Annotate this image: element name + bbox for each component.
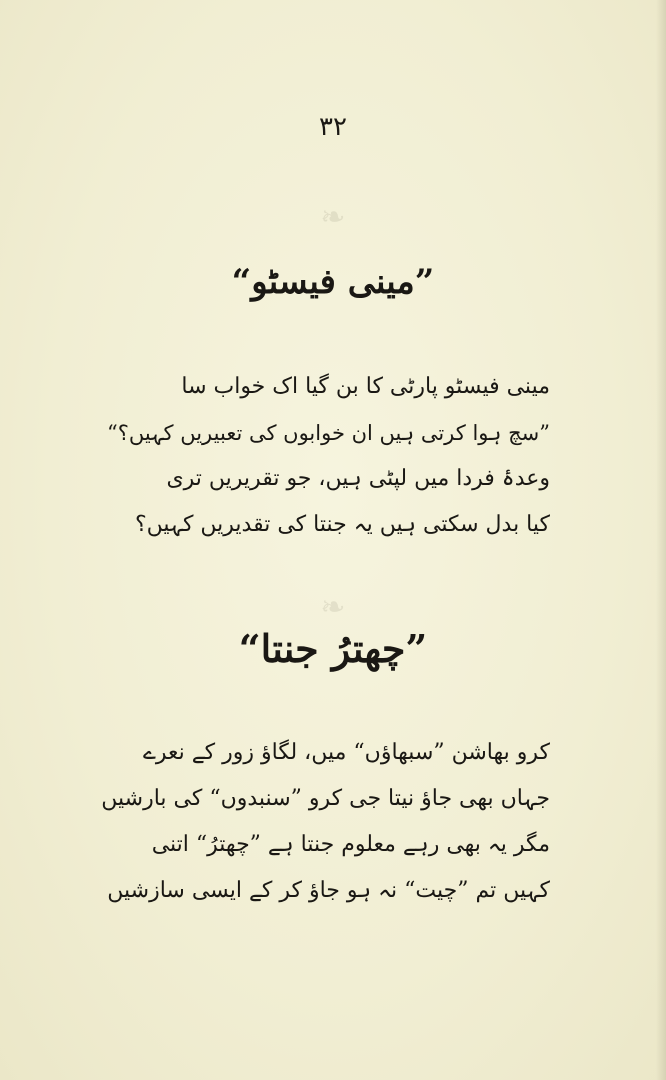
verse-line: ”سچ ہوا کرتی ہیں ان خوابوں کی تعبیریں کہیں؟“ — [107, 421, 550, 445]
show-through-mark: ❧ — [320, 200, 346, 235]
poem-stanza — [107, 364, 550, 548]
verse-line: کیا بدل سکتی ہیں یہ جنتا کی تقدیریں کہیں؟ — [134, 512, 550, 537]
verse-line: کہیں تم ”چیت“ نہ ہو جاؤ کر کے ایسی سازشیں — [107, 878, 550, 903]
verse-line: مگر یہ بھی رہے معلوم جنتا ہے ”چھترُ“ اتنی — [151, 832, 550, 857]
page-number: ۳۲ — [319, 112, 347, 142]
poem-title: ”چھترُ جنتا“ — [238, 626, 428, 671]
poem-stanza — [101, 730, 550, 914]
page-edge-shadow — [656, 0, 666, 1080]
show-through-mark: ❧ — [320, 590, 346, 625]
poem-title: ”مینی فیسٹو“ — [231, 262, 435, 302]
verse-line: کرو بھاشن ”سبھاؤں“ میں، لگاؤ زور کے نعرے — [143, 740, 550, 765]
verse-line: مینی فیسٹو پارٹی کا بن گیا اک خواب سا — [181, 374, 550, 399]
verse-line: جہاں بھی جاؤ نیتا جی کرو ”سنبدوں“ کی بارشیں — [101, 786, 550, 811]
verse-line: وعدۂ فردا میں لپٹی ہیں، جو تقریریں تری — [166, 466, 550, 491]
